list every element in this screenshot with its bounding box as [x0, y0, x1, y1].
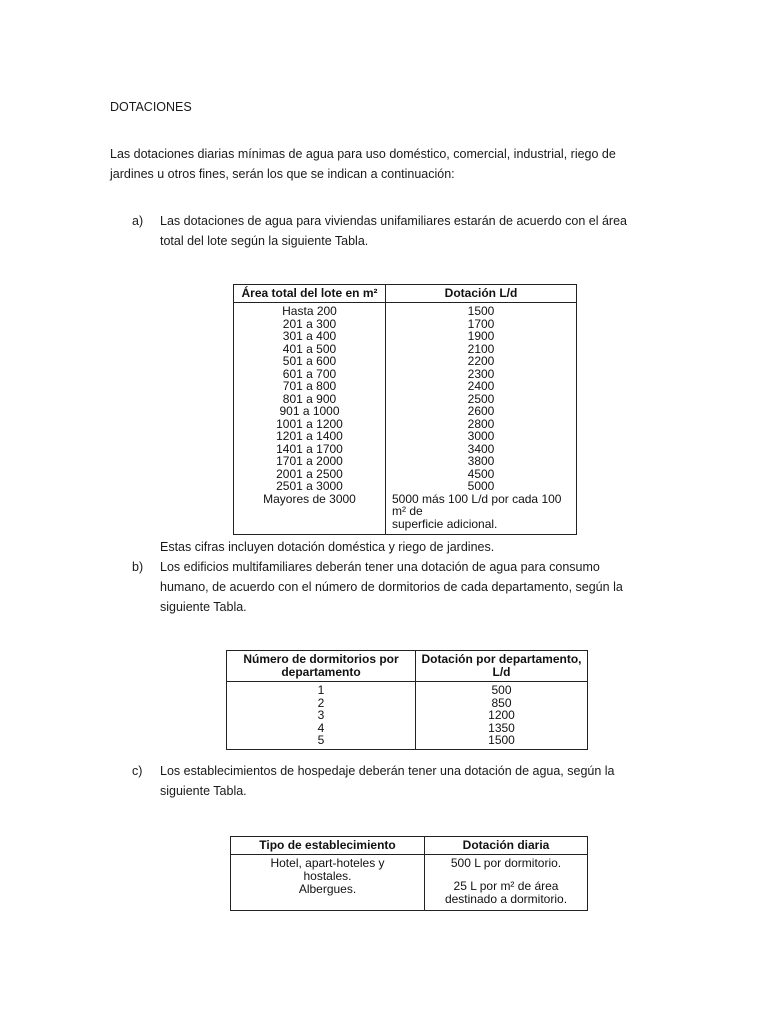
bedrooms-dotacion-value: 1200 — [488, 708, 515, 722]
item-b-text: Los edificios multifamiliares deberán tener una dotación de agua para consumo humano, de acuerdo con el número de dormitorios de cada departamento, según la siguiente Tabla. — [160, 560, 623, 614]
lot-area-value: Hasta 200 — [282, 304, 337, 318]
lot-dotacion-value: 5000 — [467, 479, 495, 493]
lot-area-value: 1401 a 1700 — [276, 441, 343, 456]
lodging-table-header-tipo: Tipo de establecimiento — [231, 837, 425, 855]
lot-area-value: 1001 a 1200 — [276, 416, 343, 431]
lot-area-value: 1701 a 2000 — [276, 454, 343, 468]
lot-dotacion-column — [386, 303, 577, 535]
lot-dotacion-last-line2: superficie adicional. — [392, 516, 498, 531]
lot-dotacion-value: 1700 — [467, 316, 495, 331]
bedrooms-count-value: 5 — [317, 733, 325, 747]
note-a: Estas cifras incluyen dotación doméstica y riego de jardines. — [160, 540, 495, 554]
intro-paragraph: Las dotaciones diarias mínimas de agua para uso doméstico, comercial, industrial, riego de jardines u otros fines, serán los que se indican a continuación: — [110, 147, 616, 181]
bedrooms-count-value: 3 — [317, 708, 325, 722]
item-c-marker: c) — [132, 764, 143, 778]
bedrooms-dotacion-value: 1500 — [488, 733, 515, 747]
lot-area-value: 801 a 900 — [282, 391, 337, 406]
lot-dotacion-value: 2800 — [467, 416, 495, 431]
bedrooms-count-value: 1 — [317, 683, 325, 697]
lot-area-table-header-area: Área total del lote en m² — [234, 285, 386, 303]
lodging-tipo-line2: hostales. — [303, 869, 352, 883]
lodging-dotacion-cell — [425, 855, 588, 911]
lot-area-value: 901 a 1000 — [279, 404, 340, 418]
lodging-dotacion-line3: destinado a dormitorio. — [444, 892, 568, 906]
bedrooms-header-line1: Número de dormitorios por — [243, 652, 399, 666]
lot-area-value: 601 a 700 — [282, 366, 337, 381]
lot-dotacion-value: 2600 — [467, 404, 495, 418]
lot-area-table — [233, 284, 577, 535]
lot-dotacion-value: 2300 — [467, 366, 495, 381]
item-c-text: Los establecimientos de hospedaje deberán tener una dotación de agua, según la siguiente Tabla. — [160, 764, 615, 798]
item-a-text: Las dotaciones de agua para viviendas unifamiliares estarán de acuerdo con el área total del lote según la siguiente Tabla. — [160, 214, 627, 248]
bedrooms-dotacion-value: 850 — [491, 695, 512, 710]
lot-dotacion-value: 1900 — [467, 329, 495, 343]
lot-area-value: 2001 a 2500 — [276, 466, 343, 481]
lodging-tipo-cell — [231, 855, 425, 911]
bedrooms-table — [226, 650, 588, 750]
bedrooms-count-value: 2 — [317, 695, 325, 710]
lot-dotacion-value: 1500 — [467, 304, 495, 318]
lot-area-table-header-dotacion: Dotación L/d — [386, 285, 577, 303]
bedrooms-dotacion-header-line2: L/d — [492, 665, 511, 679]
bedrooms-count-value: 4 — [317, 720, 325, 735]
lodging-dotacion-line1: 500 L por dormitorio. — [450, 856, 562, 870]
bedrooms-dotacion-value: 500 — [491, 683, 512, 697]
lot-dotacion-value: 2500 — [467, 391, 495, 406]
bedrooms-header-line2: departamento — [281, 665, 361, 679]
lodging-tipo-line1: Hotel, apart-hoteles y — [270, 856, 385, 870]
lot-area-value: 401 a 500 — [282, 341, 337, 356]
lodging-dotacion-line2: 25 L por m² de área — [453, 879, 559, 893]
lot-area-value: 701 a 800 — [282, 379, 337, 393]
lot-dotacion-value: 3000 — [467, 429, 495, 443]
bedrooms-count-column — [227, 682, 416, 750]
item-b-marker: b) — [132, 560, 144, 574]
bedrooms-dotacion-column — [416, 682, 588, 750]
lot-dotacion-last-line1: 5000 más 100 L/d por cada 100 m² de — [392, 491, 562, 518]
lot-dotacion-value: 2400 — [467, 379, 495, 393]
lot-area-column — [234, 303, 386, 535]
lot-dotacion-value: 3400 — [467, 441, 495, 456]
item-a-marker: a) — [132, 214, 144, 228]
lot-dotacion-value: 2200 — [467, 354, 495, 368]
bedrooms-dotacion-value: 1350 — [488, 720, 515, 735]
lodging-tipo-line3: Albergues. — [298, 882, 357, 896]
lot-area-value: Mayores de 3000 — [263, 491, 356, 506]
lot-dotacion-value: 2100 — [467, 341, 495, 356]
bedrooms-table-header-count — [227, 651, 416, 682]
lot-area-value: 501 a 600 — [282, 354, 337, 368]
lodging-table — [230, 836, 588, 911]
lot-area-value: 301 a 400 — [282, 329, 337, 343]
lot-area-value: 1201 a 1400 — [276, 429, 343, 443]
bedrooms-dotacion-header-line1: Dotación por departamento, — [421, 652, 582, 666]
lot-area-value: 2501 a 3000 — [276, 479, 343, 493]
bedrooms-table-header-dotacion — [416, 651, 588, 682]
lot-area-value: 201 a 300 — [282, 316, 337, 331]
lot-dotacion-value: 4500 — [467, 466, 495, 481]
document-heading: DOTACIONES — [110, 100, 192, 114]
lodging-table-header-dotacion: Dotación diaria — [425, 837, 588, 855]
lot-dotacion-value: 3800 — [467, 454, 495, 468]
